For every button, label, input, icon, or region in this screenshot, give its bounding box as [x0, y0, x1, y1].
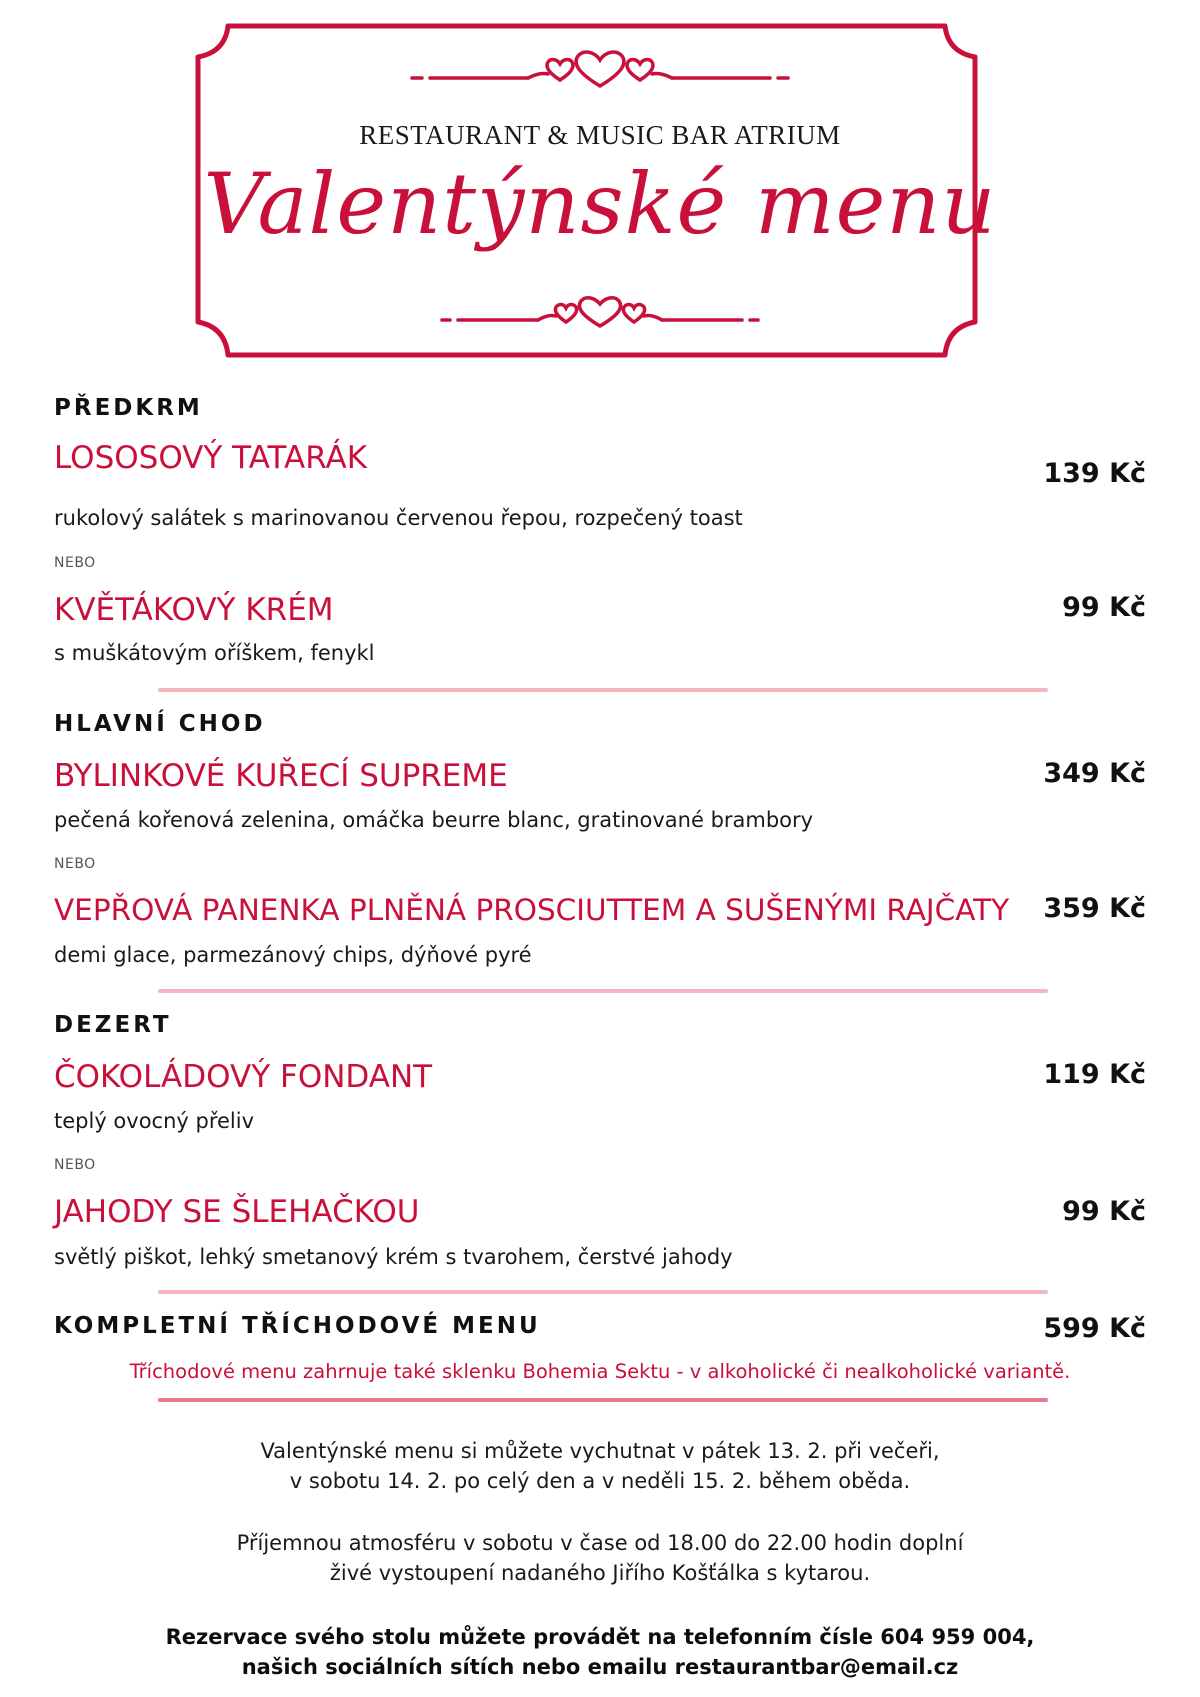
total-divider [158, 1398, 1048, 1402]
dish-price: 139 Kč [1043, 458, 1146, 489]
reservation-line: Rezervace svého stolu můžete provádět na telefonním čísle 604 959 004, [165, 1625, 1035, 1649]
availability-line: Valentýnské menu si můžete vychutnat v pátek 13. 2. při večeři, [260, 1439, 940, 1463]
total-menu-note: Tříchodové menu zahrnuje také sklenku Bohemia Sektu - v alkoholické či nealkoholické variantě. [129, 1360, 1071, 1383]
dish-description: světlý piškot, lehký smetanový krém s tvarohem, čerstvé jahody [54, 1245, 733, 1269]
menu-title: Valentýnské menu [203, 155, 997, 253]
section-divider [158, 1290, 1048, 1294]
section-divider [158, 989, 1048, 993]
dish-description: rukolový salátek s marinovanou červenou řepou, rozpečený toast [54, 506, 743, 530]
dish-price: 99 Kč [1062, 1196, 1146, 1227]
reservation-line: našich sociálních sítích nebo emailu restaurantbar@email.cz [241, 1655, 959, 1679]
dish-price: 99 Kč [1062, 592, 1146, 623]
section-title-starter: PŘEDKRM [54, 395, 203, 421]
or-label: NEBO [54, 856, 96, 872]
total-menu-label: KOMPLETNÍ TŘÍCHODOVÉ MENU [54, 1313, 541, 1339]
section-title-main: HLAVNÍ CHOD [54, 711, 266, 737]
hearts-ornament-icon [408, 48, 792, 92]
dish-description: pečená kořenová zelenina, omáčka beurre blanc, gratinované brambory [54, 808, 814, 832]
dish-name: ČOKOLÁDOVÝ FONDANT [54, 1059, 433, 1095]
dish-name: KVĚTÁKOVÝ KRÉM [54, 592, 334, 628]
dish-description: demi glace, parmezánový chips, dýňové pyré [54, 943, 532, 967]
dish-name: LOSOSOVÝ TATARÁK [54, 440, 368, 476]
dish-description: teplý ovocný přeliv [54, 1109, 255, 1133]
dish-description: s muškátovým oříškem, fenykl [54, 641, 375, 665]
total-menu-price: 599 Kč [1043, 1313, 1146, 1344]
music-line: Příjemnou atmosféru v sobotu v čase od 18.00 do 22.00 hodin doplní [236, 1531, 964, 1555]
or-label: NEBO [54, 1157, 96, 1173]
dish-price: 359 Kč [1043, 893, 1146, 924]
dish-name: BYLINKOVÉ KUŘECÍ SUPREME [54, 758, 508, 794]
hearts-ornament-icon [438, 292, 762, 328]
dish-price: 119 Kč [1043, 1059, 1146, 1090]
restaurant-name: RESTAURANT & MUSIC BAR ATRIUM [359, 120, 841, 150]
section-divider [158, 688, 1048, 692]
music-line: živé vystoupení nadaného Jiřího Košťálka s kytarou. [329, 1561, 871, 1585]
availability-line: v sobotu 14. 2. po celý den a v neděli 15. 2. během oběda. [289, 1469, 911, 1493]
or-label: NEBO [54, 555, 96, 571]
dish-name: VEPŘOVÁ PANENKA PLNĚNÁ PROSCIUTTEM A SUŠENÝMI RAJČATY [54, 893, 1010, 927]
dish-name: JAHODY SE ŠLEHAČKOU [54, 1194, 420, 1230]
dish-price: 349 Kč [1043, 758, 1146, 789]
section-title-dessert: DEZERT [54, 1012, 172, 1038]
